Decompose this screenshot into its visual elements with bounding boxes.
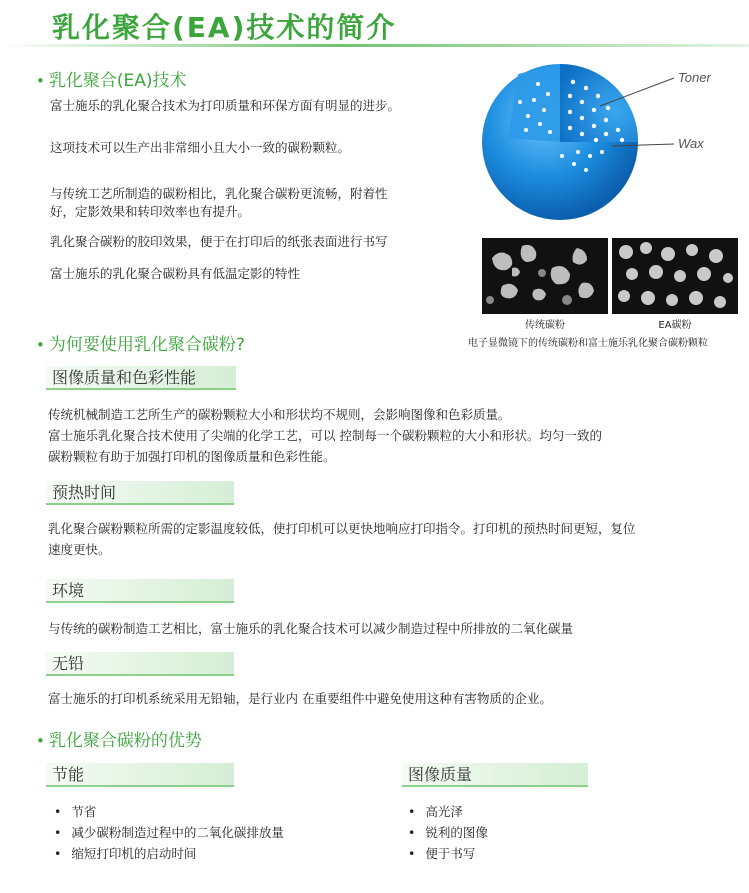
bullet-dot-icon: •	[36, 72, 45, 90]
body-line: 与传统的碳粉制造工艺相比，富士施乐的乳化聚合技术可以减少制造过程中所排放的二氧化碳量	[48, 621, 574, 636]
list-item-text: 减少碳粉制造过程中的二氧化碳排放量	[71, 825, 284, 840]
section-heading-advantages	[36, 726, 202, 751]
section-heading-why	[36, 330, 245, 355]
ea-paragraph: 与传统工艺所制造的碳粉相比，乳化聚合碳粉更流畅，附着性	[50, 186, 388, 201]
subheading-image-quality-adv: 图像质量	[402, 763, 588, 787]
ea-paragraph: 富士施乐的乳化聚合碳粉具有低温定影的特性	[50, 266, 301, 281]
bullet-dot-icon: •	[408, 804, 416, 819]
micro-label-ea: EA碳粉	[658, 320, 692, 331]
section-heading-text: 乳化聚合(EA)技术	[48, 71, 187, 91]
ea-paragraph: 这项技术可以生产出非常细小且大小一致的碳粉颗粒。	[50, 140, 351, 155]
page-title: 乳化聚合(EA)技术的简介	[52, 11, 397, 44]
image-quality-list	[408, 801, 488, 864]
list-item-text: 锐利的图像	[425, 825, 488, 840]
bullet-dot-icon: •	[54, 825, 62, 840]
bullet-dot-icon: •	[36, 732, 45, 750]
bullet-dot-icon: •	[408, 825, 416, 840]
subheading-warmup: 预热时间	[46, 481, 234, 505]
list-item-text: 高光泽	[425, 804, 463, 819]
subheading-image-quality: 图像质量和色彩性能	[46, 366, 236, 390]
subheading-energy-saving: 节能	[46, 763, 234, 787]
ea-paragraph: 好，定影效果和转印效率也有提升。	[50, 204, 251, 219]
ea-paragraph: 乳化聚合碳粉的胶印效果，便于在打印后的纸张表面进行书写	[50, 234, 388, 249]
ea-paragraph: 富士施乐的乳化聚合技术为打印质量和环保方面有明显的进步。	[50, 98, 401, 113]
toner-label: Toner	[678, 70, 711, 85]
list-item	[54, 801, 284, 822]
bullet-dot-icon: •	[54, 846, 62, 861]
wax-label: Wax	[678, 136, 704, 151]
list-item	[408, 801, 488, 822]
subheading-lead-free: 无铅	[46, 652, 234, 676]
list-item	[54, 822, 284, 843]
figure-caption: 电子显微镜下的传统碳粉和富士施乐乳化聚合碳粉颗粒	[468, 338, 708, 349]
body-line: 碳粉颗粒有助于加强打印机的图像质量和色彩性能。	[48, 449, 336, 464]
section-heading-text: 乳化聚合碳粉的优势	[48, 731, 202, 751]
list-item	[408, 822, 488, 843]
bullet-dot-icon: •	[36, 336, 45, 354]
section-heading-text: 为何要使用乳化聚合碳粉?	[48, 335, 245, 355]
micro-label-traditional: 传统碳粉	[525, 320, 565, 331]
body-line: 传统机械制造工艺所生产的碳粉颗粒大小和形状均不规则，会影响图像和色彩质量。	[48, 407, 511, 422]
section-heading-ea-tech	[36, 66, 187, 91]
energy-saving-list	[54, 801, 284, 864]
subheading-environment: 环境	[46, 579, 234, 603]
list-item	[54, 843, 284, 864]
bullet-dot-icon: •	[408, 846, 416, 861]
body-line: 乳化聚合碳粉颗粒所需的定影温度较低，使打印机可以更快地响应打印指令。打印机的预热时间更短，复位	[48, 521, 636, 536]
microscope-photo-traditional	[482, 238, 608, 314]
body-line: 速度更快。	[48, 542, 111, 557]
microscope-photo-ea	[612, 238, 738, 314]
body-line: 富士施乐乳化聚合技术使用了尖端的化学工艺，可以 控制每一个碳粉颗粒的大小和形状。均匀一致的	[48, 428, 602, 443]
list-item-text: 缩短打印机的启动时间	[71, 846, 197, 861]
bullet-dot-icon: •	[54, 804, 62, 819]
title-divider	[0, 44, 749, 47]
list-item-text: 节省	[71, 804, 97, 819]
list-item	[408, 843, 488, 864]
list-item-text: 便于书写	[425, 846, 476, 861]
toner-sphere-illustration	[478, 60, 738, 230]
body-line: 富士施乐的打印机系统采用无铅轴，是行业内 在重要组件中避免使用这种有害物质的企业。	[48, 691, 552, 706]
